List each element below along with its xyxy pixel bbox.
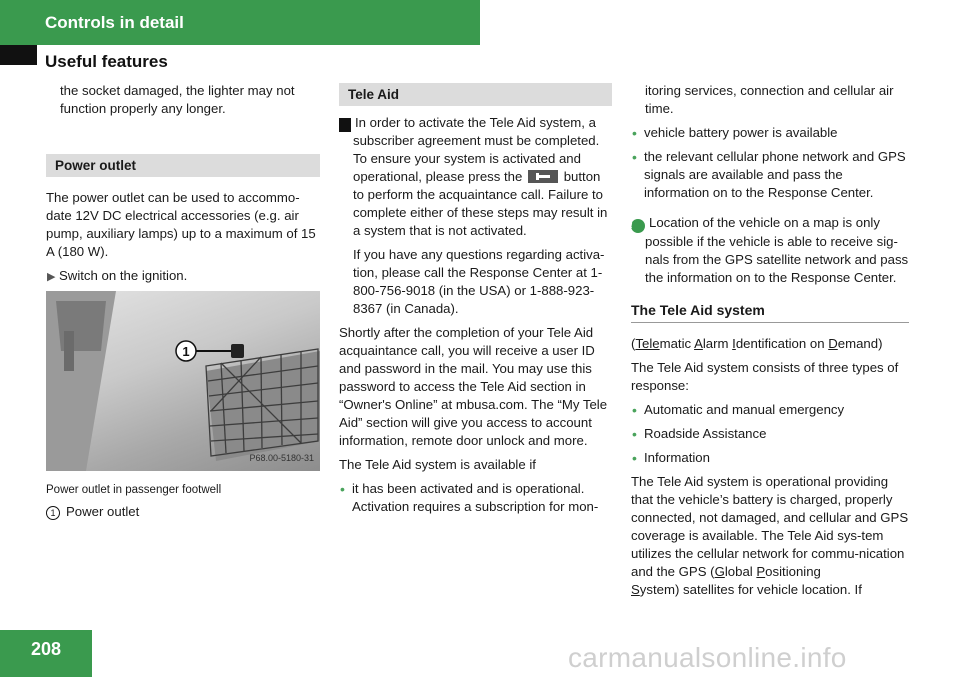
image-code: P68.00-5180-31 — [249, 453, 314, 463]
phone-button-icon — [528, 170, 558, 183]
acr-larm: larm — [702, 336, 733, 351]
bullet-icon: • — [632, 125, 637, 141]
arrow-icon: ▶ — [47, 271, 56, 283]
legend-item — [46, 503, 320, 521]
gps-lobal: lobal — [724, 564, 757, 579]
acr-dent: dentification on — [735, 336, 829, 351]
warning-text-a: In order to activate the Tele Aid system, a subscriber agreement must be completed. To ensure your system is activated and operational, please press the — [353, 115, 600, 184]
response-type-text: Roadside Assistance — [644, 426, 767, 441]
image-caption: Power outlet in passenger footwell — [46, 484, 222, 496]
column-3 — [631, 82, 909, 605]
response-type — [631, 425, 909, 443]
types-intro: The Tele Aid system consists of three types of response: — [631, 360, 899, 393]
continued-text: itoring services, connection and cellular air time. — [645, 83, 894, 116]
acronym-line — [631, 335, 909, 353]
column-2 — [336, 83, 612, 522]
acr-tele: Tele — [635, 336, 660, 351]
gps-p: P — [756, 564, 766, 579]
callout-number: 1 — [182, 344, 190, 359]
step-text: Switch on the ignition. — [59, 268, 188, 283]
legend-text: Power outlet — [66, 504, 140, 519]
bullet-icon: • — [632, 450, 637, 466]
bullet-text: the relevant cellular phone network and GPS signals are available and pass the information on to the Response Center. — [644, 149, 906, 200]
acr-emand: emand) — [837, 336, 883, 351]
acr-a: A — [694, 336, 703, 351]
gps-ystem: ystem) satellites for vehicle location. If — [639, 582, 862, 597]
step-item — [46, 267, 320, 285]
acquaintance-paragraph: Shortly after the completion of your Tele Aid acquaintance call, you will receive a user ID and password in the mail. You may use this password to access the Tele Aid section in “Owner's Online” at mbusa.com. The “My Tele Aid” section will give you access to account information, remote door unlock and more. — [339, 325, 608, 448]
response-type-text: Information — [644, 450, 710, 465]
availability-intro: The Tele Aid system is available if — [339, 457, 536, 472]
chapter-title: Controls in detail — [45, 13, 184, 32]
legend-number: 1 — [46, 506, 60, 520]
acr-open: ( — [631, 336, 636, 351]
availability-item — [631, 148, 909, 202]
power-outlet-heading: Power outlet — [46, 154, 320, 177]
gps-g: G — [714, 564, 725, 579]
availability-item — [631, 124, 909, 142]
bullet-icon: • — [632, 426, 637, 442]
acr-d: D — [828, 336, 838, 351]
acr-i: I — [732, 336, 736, 351]
warning-contact: If you have any questions regarding activa-tion, please call the Response Center at 1-800-756-9018 (in the USA) or 1-888-923-8367 (in Canada). — [353, 247, 605, 316]
page-number: 208 — [0, 630, 92, 677]
bullet-icon: • — [632, 402, 637, 418]
power-outlet-body: The power outlet can be used to accommo-date 12V DC electrical accessories (e.g. air pump, auxiliary lamps) up to a maximum of 15 A (180 W). — [46, 190, 316, 259]
gps-pre: The Tele Aid system is operational providing that the vehicle’s battery is charged, properly connected, not damaged, and cellular and GPS coverage is available. The Tele Aid sys-tem utilizes the cellular network for commu-nication and the GPS ( — [631, 474, 909, 579]
bullet-icon: • — [340, 481, 345, 497]
warning-block — [336, 114, 612, 240]
column-1 — [46, 82, 320, 527]
availability-item — [339, 480, 612, 516]
bullet-text: vehicle battery power is available — [644, 125, 838, 140]
info-icon: i — [631, 219, 645, 233]
footwell-illustration — [46, 291, 320, 471]
corner-mark — [0, 45, 37, 65]
intro-text: the socket damaged, the lighter may not function properly any longer. — [60, 83, 295, 116]
gps-paragraph — [631, 473, 909, 599]
chapter-tab — [0, 0, 480, 45]
gps-s: S — [631, 582, 640, 597]
tele-aid-heading: Tele Aid — [339, 83, 612, 106]
response-type-text: Automatic and manual emergency — [644, 402, 845, 417]
bullet-text: it has been activated and is operational. Activation requires a subscription for mon- — [352, 481, 599, 514]
bullet-icon: • — [632, 149, 637, 165]
response-type — [631, 401, 909, 419]
acr-matic: matic — [659, 336, 695, 351]
response-type — [631, 449, 909, 467]
section-title: Useful features — [45, 52, 168, 71]
tele-aid-system-heading: The Tele Aid system — [631, 301, 909, 323]
footwell-photo — [46, 291, 320, 471]
gps-ositioning: ositioning — [765, 564, 821, 579]
info-text: Location of the vehicle on a map is only possible if the vehicle is able to receive sig-nals from the GPS satellite network and pass the information on to the Response Center. — [645, 215, 909, 285]
warning-icon: ! — [339, 118, 351, 132]
warning-text-b: button to perform the acquaintance call. Failure to complete either of these steps may result in a system that is not activated. — [353, 169, 608, 238]
info-note — [631, 214, 909, 287]
watermark: carmanualsonline.info — [568, 642, 847, 673]
